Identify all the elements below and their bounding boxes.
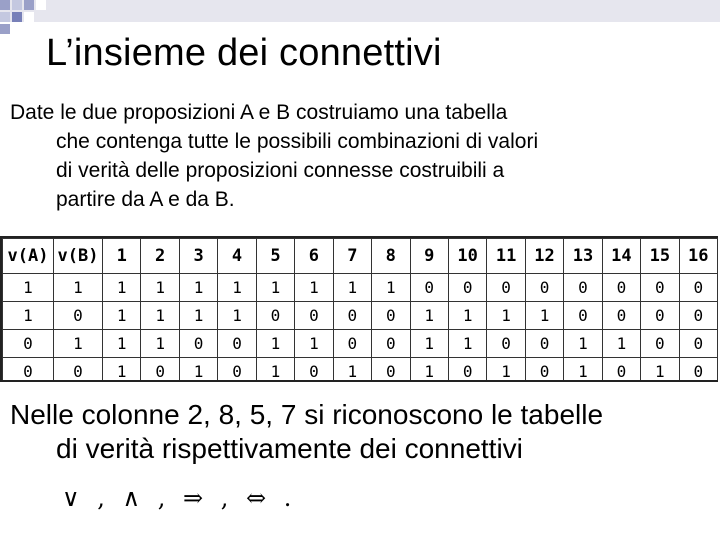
- variable-column-header: v(B): [54, 239, 103, 274]
- connective-truth-value: 1: [410, 330, 448, 358]
- connective-truth-value: 0: [333, 302, 371, 330]
- connective-column-header: 11: [487, 239, 525, 274]
- connective-column-header: 7: [333, 239, 371, 274]
- connective-truth-value: 1: [448, 302, 486, 330]
- connective-column-header: 13: [564, 239, 602, 274]
- variable-column-header: v(A): [3, 239, 54, 274]
- conclusion-line: di verità rispettivamente dei connettivi: [56, 433, 523, 464]
- or-symbol: ∨: [62, 484, 82, 512]
- variable-truth-value: 1: [3, 302, 54, 330]
- connective-truth-value: 0: [487, 274, 525, 302]
- connective-truth-value: 0: [602, 274, 640, 302]
- connective-column-header: 9: [410, 239, 448, 274]
- connective-truth-value: 1: [564, 330, 602, 358]
- connective-truth-value: 1: [525, 302, 563, 330]
- connective-truth-value: 0: [564, 274, 602, 302]
- connective-truth-value: 1: [641, 358, 679, 383]
- variable-truth-value: 1: [54, 330, 103, 358]
- connective-truth-value: 0: [295, 358, 333, 383]
- connective-truth-value: 0: [218, 330, 256, 358]
- connective-truth-value: 1: [141, 302, 179, 330]
- truth-table-row: [3, 274, 718, 302]
- connective-truth-value: 1: [564, 358, 602, 383]
- connective-truth-value: 0: [602, 358, 640, 383]
- connective-column-header: 15: [641, 239, 679, 274]
- connective-truth-value: 0: [333, 330, 371, 358]
- connective-truth-value: 0: [372, 302, 410, 330]
- connective-column-header: 8: [372, 239, 410, 274]
- connective-truth-value: 1: [295, 274, 333, 302]
- final-period: .: [283, 484, 294, 512]
- connective-column-header: 4: [218, 239, 256, 274]
- connective-truth-value: 1: [141, 330, 179, 358]
- connective-truth-value: 0: [141, 358, 179, 383]
- variable-truth-value: 1: [54, 274, 103, 302]
- truth-table-row: [3, 330, 718, 358]
- connective-column-header: 14: [602, 239, 640, 274]
- connective-truth-value: 1: [103, 302, 141, 330]
- connective-column-header: 3: [179, 239, 217, 274]
- connective-truth-value: 0: [641, 302, 679, 330]
- intro-line: che contenga tutte le possibili combinazioni di valori: [56, 130, 539, 153]
- connective-column-header: 6: [295, 239, 333, 274]
- connective-truth-value: 1: [487, 302, 525, 330]
- separator-comma: ,: [220, 484, 231, 512]
- slide-title: L’insieme dei connettivi: [46, 32, 442, 74]
- connective-truth-value: 1: [103, 358, 141, 383]
- conclusion-line: Nelle colonne 2, 8, 5, 7 si riconoscono le tabelle: [10, 399, 604, 430]
- truth-table-row: [3, 358, 718, 383]
- connective-truth-value: 1: [179, 302, 217, 330]
- connective-truth-value: 1: [179, 274, 217, 302]
- connective-truth-value: 0: [372, 330, 410, 358]
- connective-truth-value: 0: [679, 330, 717, 358]
- variable-truth-value: 0: [54, 302, 103, 330]
- connective-truth-value: 0: [525, 358, 563, 383]
- connective-truth-value: 0: [295, 302, 333, 330]
- connective-truth-value: 0: [679, 358, 717, 383]
- connective-truth-value: 0: [372, 358, 410, 383]
- variable-truth-value: 0: [3, 358, 54, 383]
- connective-truth-value: 0: [218, 358, 256, 383]
- truth-table-container: [0, 236, 718, 382]
- implies-symbol: ⇒: [183, 484, 206, 512]
- and-symbol: ∧: [122, 484, 143, 512]
- connective-truth-value: 1: [295, 330, 333, 358]
- connective-truth-value: 1: [410, 302, 448, 330]
- connective-truth-value: 1: [333, 358, 371, 383]
- connective-truth-value: 0: [525, 274, 563, 302]
- connective-truth-value: 1: [410, 358, 448, 383]
- connective-truth-value: 0: [410, 274, 448, 302]
- connective-truth-value: 0: [602, 302, 640, 330]
- connective-column-header: 1: [103, 239, 141, 274]
- connective-column-header: 5: [256, 239, 294, 274]
- connective-truth-value: 1: [256, 330, 294, 358]
- connective-truth-value: 1: [333, 274, 371, 302]
- truth-table-row: [3, 302, 718, 330]
- connective-truth-value: 1: [179, 358, 217, 383]
- intro-line: partire da A e da B.: [56, 188, 235, 211]
- variable-truth-value: 0: [3, 330, 54, 358]
- separator-comma: ,: [97, 484, 107, 512]
- connective-column-header: 2: [141, 239, 179, 274]
- connective-truth-value: 1: [141, 274, 179, 302]
- connective-truth-value: 1: [372, 274, 410, 302]
- connective-truth-value: 1: [218, 274, 256, 302]
- intro-line: di verità delle proposizioni connesse costruibili a: [56, 159, 505, 182]
- connective-truth-value: 0: [564, 302, 602, 330]
- intro-paragraph: [10, 98, 690, 214]
- connective-truth-value: 1: [218, 302, 256, 330]
- connective-truth-value: 1: [103, 274, 141, 302]
- connective-truth-value: 1: [256, 274, 294, 302]
- connective-truth-value: 0: [179, 330, 217, 358]
- connective-truth-value: 0: [641, 274, 679, 302]
- connective-truth-value: 0: [256, 302, 294, 330]
- variable-truth-value: 1: [3, 274, 54, 302]
- intro-line: Date le due proposizioni A e B costruiamo una tabella: [10, 101, 508, 124]
- conclusion-paragraph: [10, 398, 700, 466]
- variable-truth-value: 0: [54, 358, 103, 383]
- connective-truth-value: 0: [679, 274, 717, 302]
- connective-truth-value: 1: [103, 330, 141, 358]
- connective-truth-value: 1: [487, 358, 525, 383]
- connective-truth-value: 0: [525, 330, 563, 358]
- connective-truth-value: 1: [602, 330, 640, 358]
- connective-truth-value: 1: [448, 330, 486, 358]
- connective-column-header: 16: [679, 239, 717, 274]
- connectives-symbols: [62, 484, 299, 512]
- truth-table-header-row: [3, 239, 718, 274]
- truth-table-body: [3, 274, 718, 383]
- connective-truth-value: 0: [679, 302, 717, 330]
- separator-comma: ,: [157, 484, 168, 512]
- connective-truth-value: 0: [641, 330, 679, 358]
- iff-symbol: ⇔: [246, 484, 269, 512]
- truth-table: [2, 238, 718, 382]
- connective-column-header: 10: [448, 239, 486, 274]
- connective-truth-value: 1: [256, 358, 294, 383]
- connective-truth-value: 0: [487, 330, 525, 358]
- connective-column-header: 12: [525, 239, 563, 274]
- connective-truth-value: 0: [448, 274, 486, 302]
- connective-truth-value: 0: [448, 358, 486, 383]
